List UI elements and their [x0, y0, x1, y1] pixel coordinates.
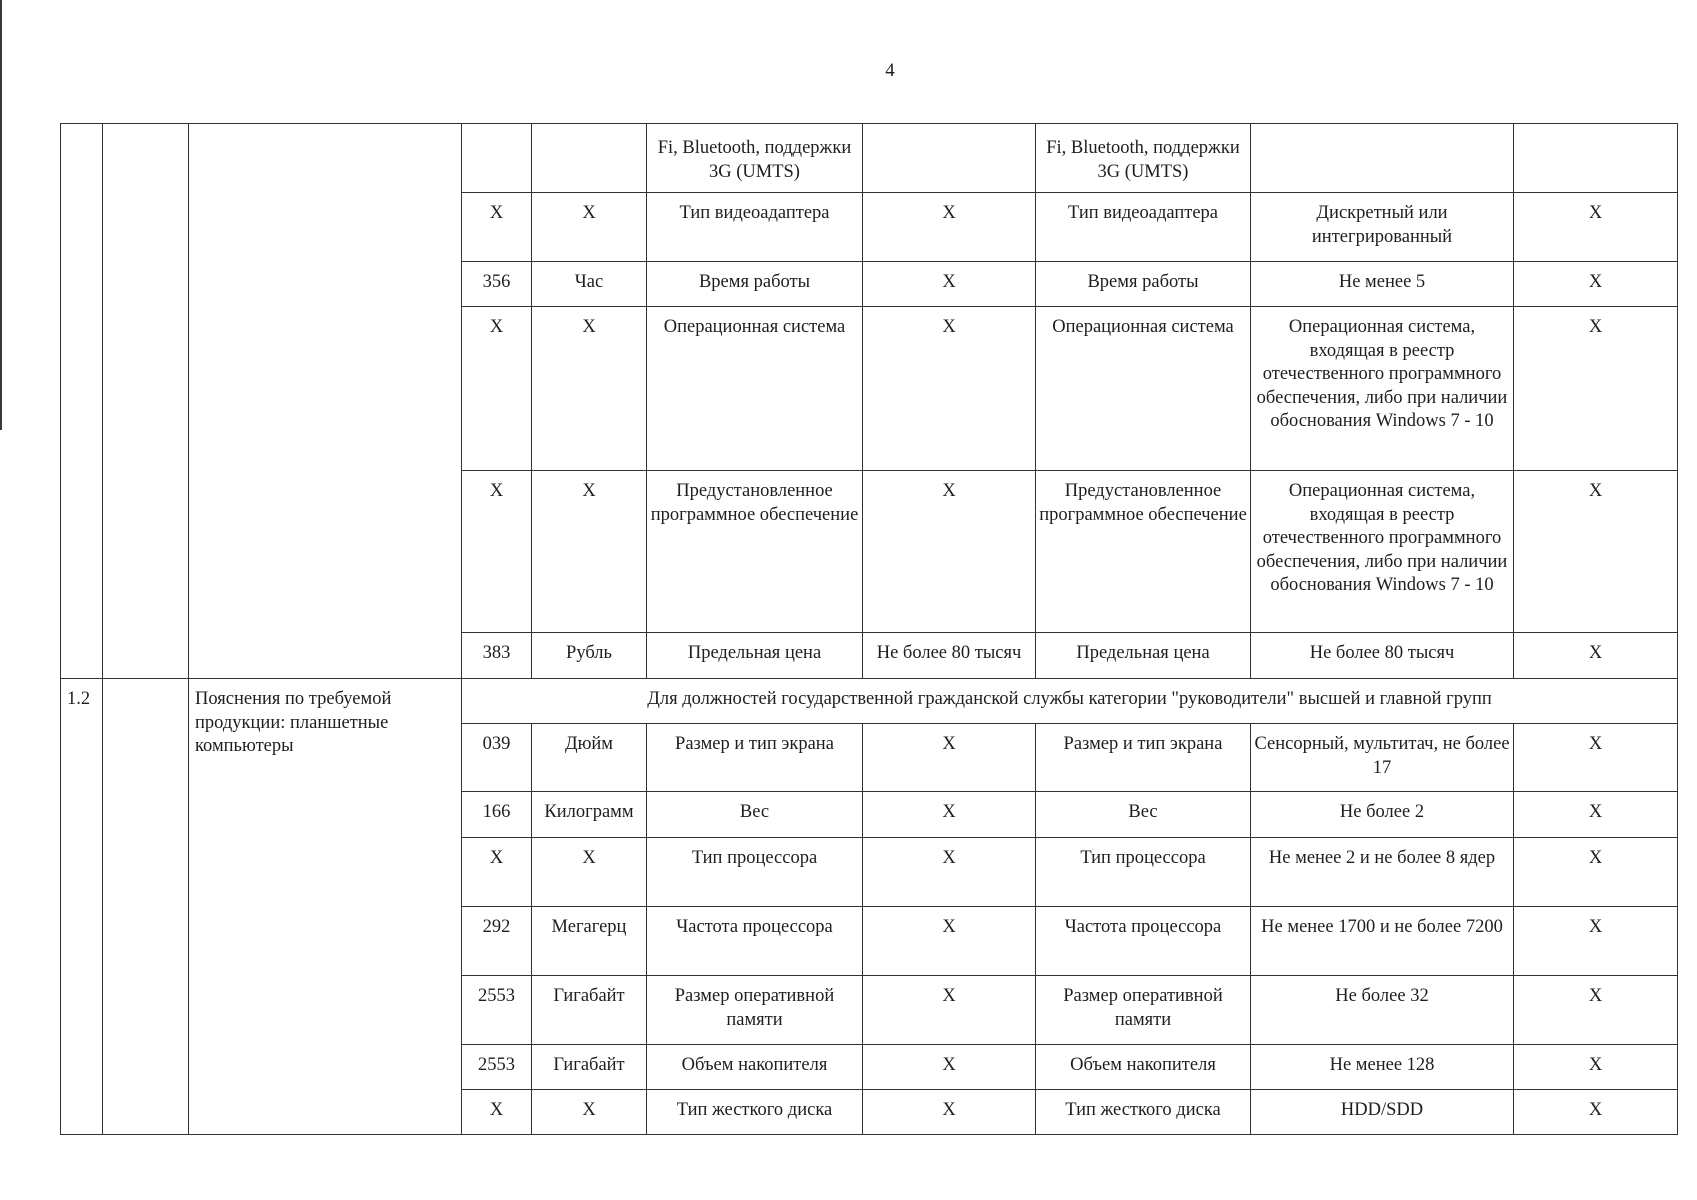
justification-cell: X — [1514, 307, 1678, 471]
value-cell: Дискретный или интегрированный — [1251, 193, 1514, 262]
unit-cell: X — [532, 307, 647, 471]
characteristic-cell: Предельная цена — [647, 633, 863, 679]
value-cell: HDD/SDD — [1251, 1090, 1514, 1135]
okei-code-cell: X — [462, 193, 532, 262]
value-cell: X — [863, 838, 1036, 907]
justification-cell: X — [1514, 471, 1678, 633]
justification-cell: X — [1514, 976, 1678, 1045]
table-row — [61, 124, 1678, 193]
description-cell — [189, 124, 462, 679]
characteristic-cell: Операционная система — [1036, 307, 1251, 471]
value-cell — [863, 124, 1036, 193]
value-cell: Сенсорный, мультитач, не более 17 — [1251, 724, 1514, 792]
okei-code-cell: 2553 — [462, 976, 532, 1045]
characteristic-cell: Частота процессора — [647, 907, 863, 976]
value-cell: X — [863, 262, 1036, 307]
characteristic-cell: Размер оперативной памяти — [647, 976, 863, 1045]
characteristic-cell: Размер и тип экрана — [647, 724, 863, 792]
okei-code-cell: 166 — [462, 792, 532, 838]
okei-code-cell: X — [462, 1090, 532, 1135]
unit-cell: Мегагерц — [532, 907, 647, 976]
justification-cell: X — [1514, 1045, 1678, 1090]
characteristic-cell: Тип жесткого диска — [1036, 1090, 1251, 1135]
characteristic-cell: Тип видеоадаптера — [1036, 193, 1251, 262]
value-cell: X — [863, 724, 1036, 792]
justification-cell: X — [1514, 907, 1678, 976]
unit-cell: Рубль — [532, 633, 647, 679]
characteristic-cell: Размер и тип экрана — [1036, 724, 1251, 792]
characteristic-cell: Вес — [1036, 792, 1251, 838]
characteristic-cell: Fi, Bluetooth, поддержки 3G (UMTS) — [1036, 124, 1251, 193]
characteristic-cell: Тип процессора — [647, 838, 863, 907]
characteristic-cell: Fi, Bluetooth, поддержки 3G (UMTS) — [647, 124, 863, 193]
unit-cell: X — [532, 1090, 647, 1135]
justification-cell: X — [1514, 262, 1678, 307]
value-cell: Не менее 1700 и не более 7200 — [1251, 907, 1514, 976]
unit-cell: X — [532, 193, 647, 262]
requirements-table — [60, 123, 1678, 1135]
value-cell: Не более 2 — [1251, 792, 1514, 838]
value-cell: Не более 32 — [1251, 976, 1514, 1045]
value-cell: X — [863, 976, 1036, 1045]
unit-cell: Гигабайт — [532, 1045, 647, 1090]
characteristic-cell: Вес — [647, 792, 863, 838]
value-cell: Не более 80 тысяч — [1251, 633, 1514, 679]
row-number-cell: 1.2 — [61, 679, 103, 1135]
okei-code-cell: 383 — [462, 633, 532, 679]
characteristic-cell: Предустановленное программное обеспечение — [1036, 471, 1251, 633]
value-cell — [1251, 124, 1514, 193]
okei-code-cell: 356 — [462, 262, 532, 307]
characteristic-cell: Время работы — [1036, 262, 1251, 307]
justification-cell: X — [1514, 1090, 1678, 1135]
unit-cell: Гигабайт — [532, 976, 647, 1045]
page-number: 4 — [885, 60, 895, 81]
unit-cell: Час — [532, 262, 647, 307]
unit-cell: Дюйм — [532, 724, 647, 792]
characteristic-cell: Тип жесткого диска — [647, 1090, 863, 1135]
value-cell: X — [863, 471, 1036, 633]
okei-code-cell: X — [462, 838, 532, 907]
value-cell: X — [863, 907, 1036, 976]
characteristic-cell: Время работы — [647, 262, 863, 307]
value-cell: Не более 80 тысяч — [863, 633, 1036, 679]
characteristic-cell: Объем накопителя — [1036, 1045, 1251, 1090]
group-heading: Для должностей государственной гражданской службы категории "руководители" высшей и главной групп — [462, 679, 1678, 724]
unit-cell: X — [532, 838, 647, 907]
code-cell — [103, 124, 189, 679]
value-cell: X — [863, 307, 1036, 471]
justification-cell — [1514, 124, 1678, 193]
characteristic-cell: Предельная цена — [1036, 633, 1251, 679]
okei-code-cell — [462, 124, 532, 193]
justification-cell: X — [1514, 633, 1678, 679]
value-cell: X — [863, 193, 1036, 262]
characteristic-cell: Тип видеоадаптера — [647, 193, 863, 262]
characteristic-cell: Размер оперативной памяти — [1036, 976, 1251, 1045]
unit-cell: Килограмм — [532, 792, 647, 838]
characteristic-cell: Операционная система — [647, 307, 863, 471]
okei-code-cell: X — [462, 471, 532, 633]
characteristic-cell: Тип процессора — [1036, 838, 1251, 907]
characteristic-cell: Частота процессора — [1036, 907, 1251, 976]
justification-cell: X — [1514, 193, 1678, 262]
characteristic-cell: Объем накопителя — [647, 1045, 863, 1090]
characteristic-cell: Предустановленное программное обеспечение — [647, 471, 863, 633]
okei-code-cell: X — [462, 307, 532, 471]
unit-cell: X — [532, 471, 647, 633]
value-cell: X — [863, 792, 1036, 838]
justification-cell: X — [1514, 838, 1678, 907]
value-cell: X — [863, 1090, 1036, 1135]
code-cell — [103, 679, 189, 1135]
value-cell: Не менее 128 — [1251, 1045, 1514, 1090]
value-cell: Операционная система, входящая в реестр отечественного программного обеспечения, либо при наличии обоснования Windows 7 - 10 — [1251, 471, 1514, 633]
okei-code-cell: 2553 — [462, 1045, 532, 1090]
value-cell: Не менее 5 — [1251, 262, 1514, 307]
value-cell: Операционная система, входящая в реестр отечественного программного обеспечения, либо при наличии обоснования Windows 7 - 10 — [1251, 307, 1514, 471]
description-cell: Пояснения по требуемой продукции: планшетные компьютеры — [189, 679, 462, 1135]
table-row — [61, 679, 1678, 724]
value-cell: Не менее 2 и не более 8 ядер — [1251, 838, 1514, 907]
value-cell: X — [863, 1045, 1036, 1090]
justification-cell: X — [1514, 792, 1678, 838]
unit-cell — [532, 124, 647, 193]
justification-cell: X — [1514, 724, 1678, 792]
okei-code-cell: 039 — [462, 724, 532, 792]
okei-code-cell: 292 — [462, 907, 532, 976]
row-number-cell — [61, 124, 103, 679]
